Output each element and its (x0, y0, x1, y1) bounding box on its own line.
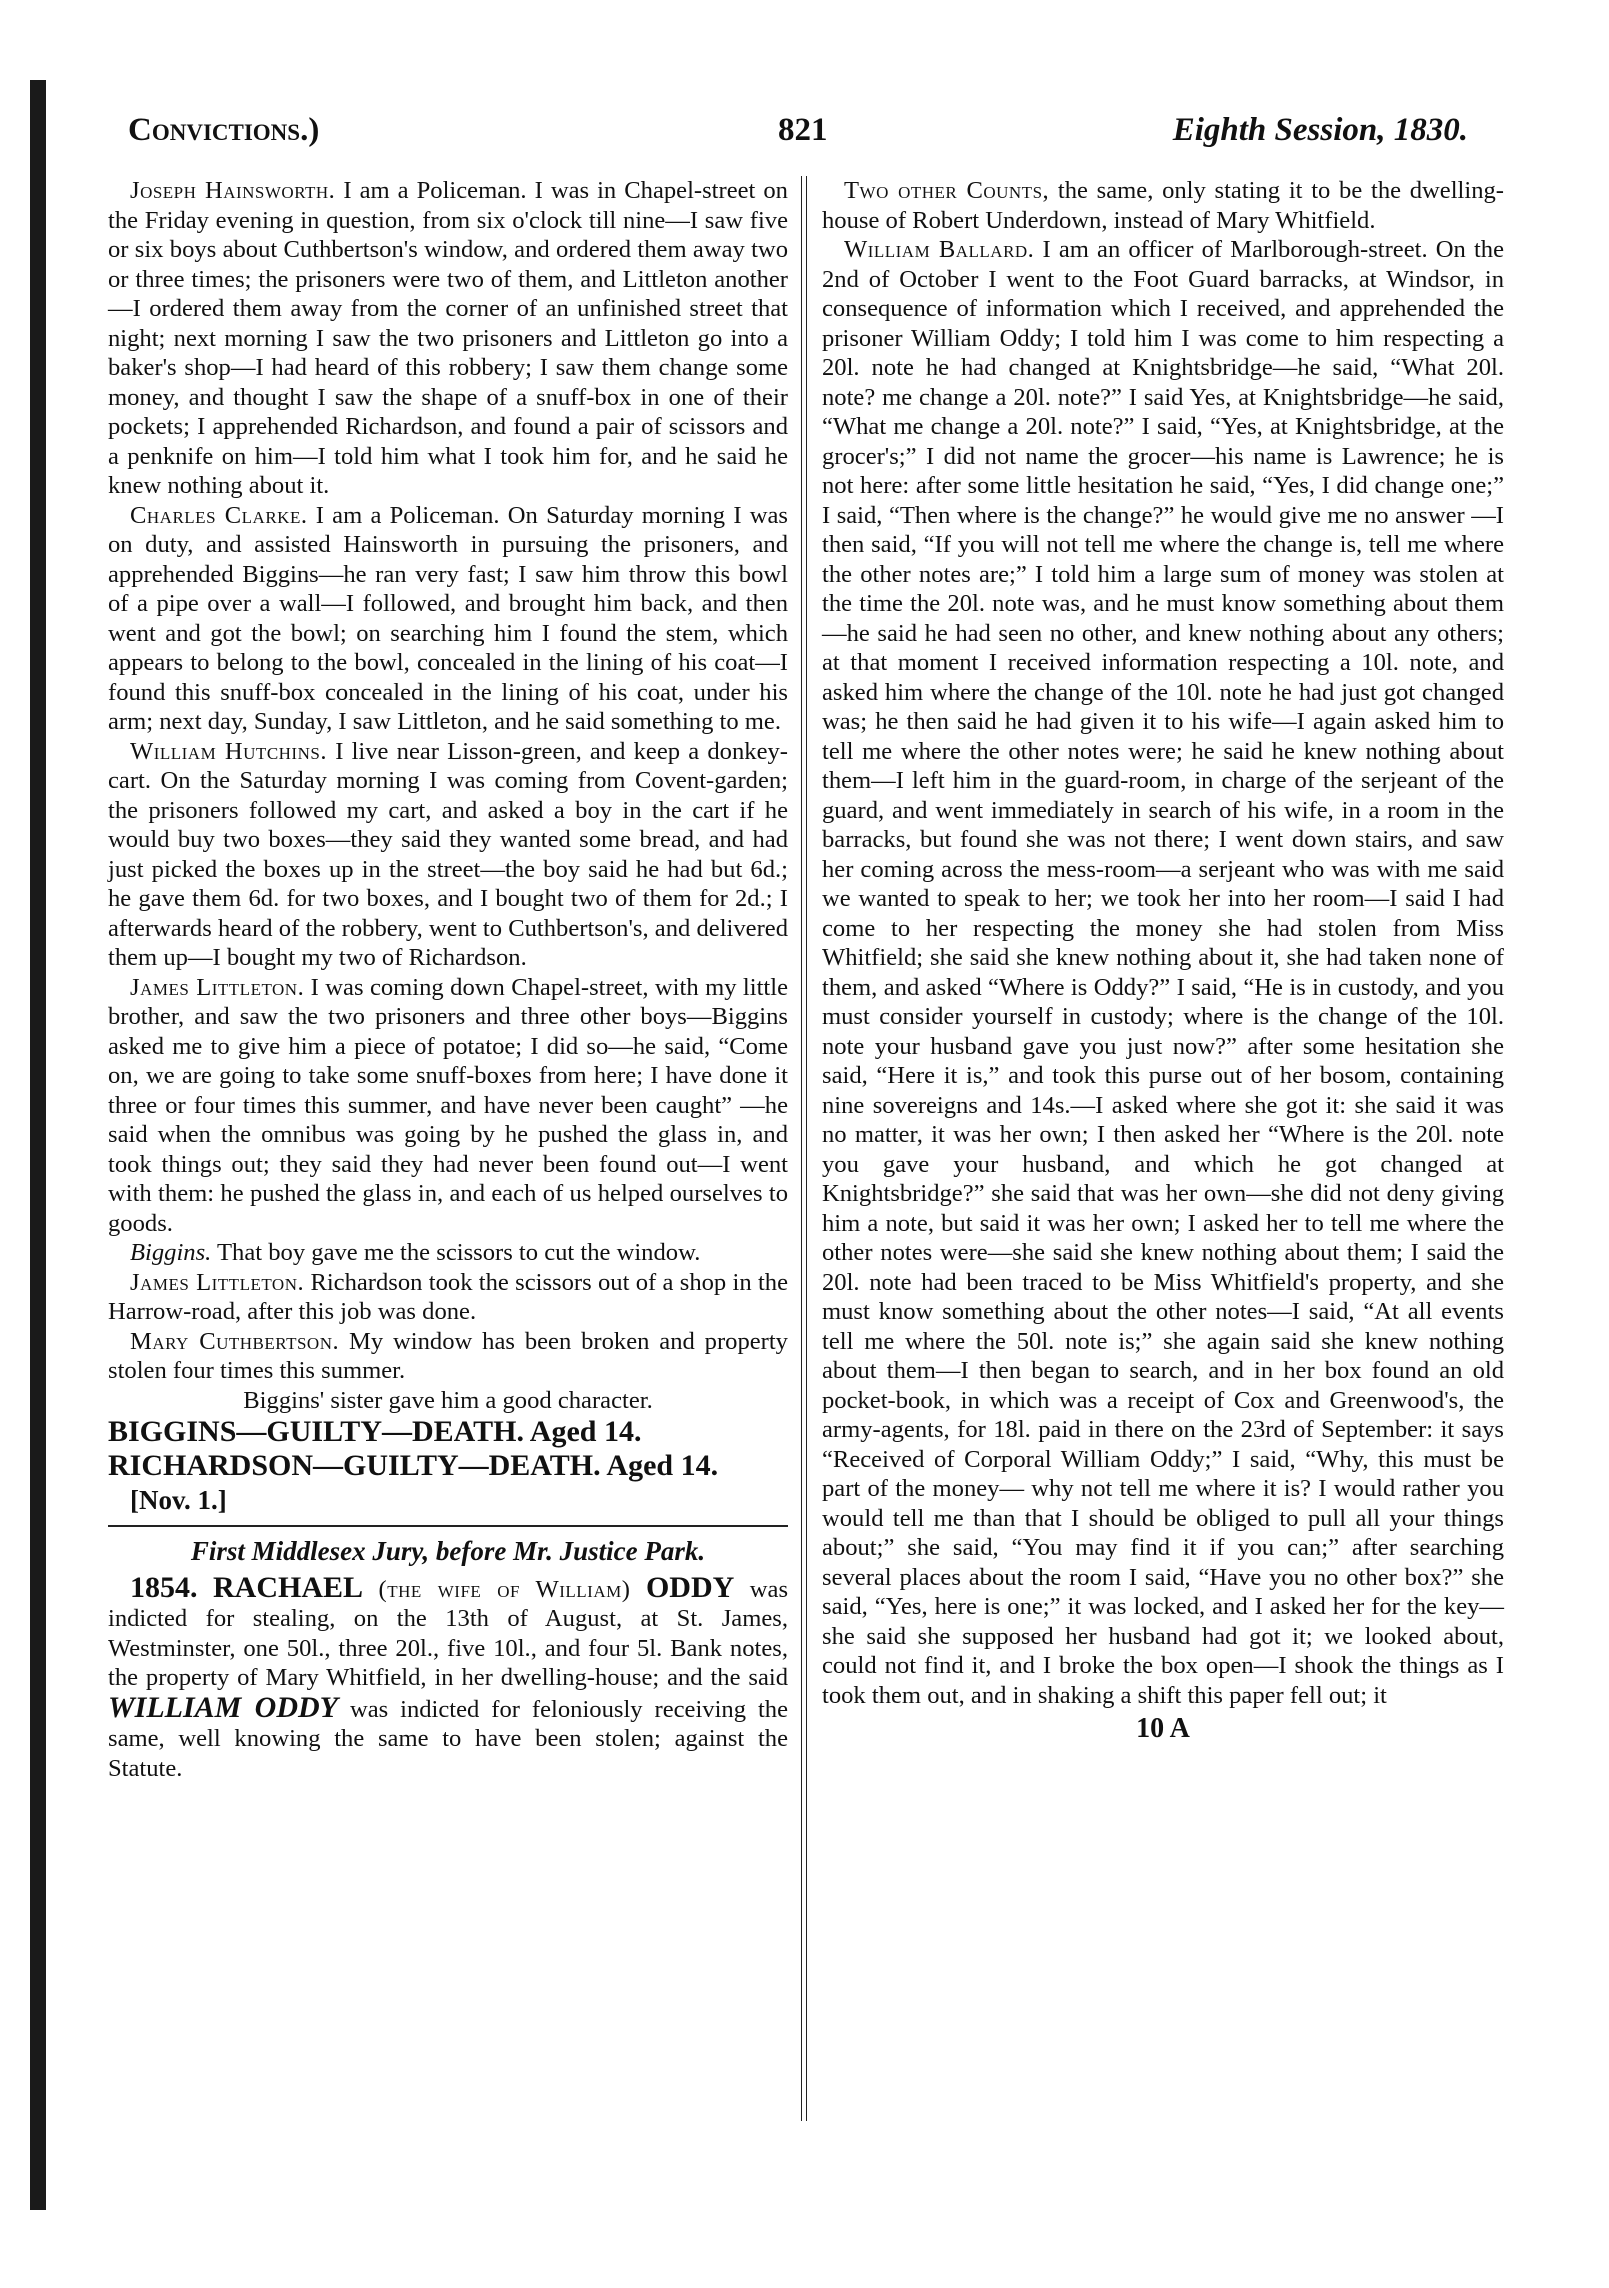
witness-name: William Ballard. (844, 236, 1035, 263)
witness-name: Charles Clarke. (130, 501, 308, 529)
case-indictment (108, 1570, 789, 1784)
defendant-surname: ODDY (645, 1570, 735, 1604)
indictment-text: was indicted for stealing, on the 13th of August, at St. James, Westminster, one 50l., three 20l., five 10l., and four 5l. Bank notes, the property of Mary Whitfield, in her dwelling-house; and the said (108, 1575, 789, 1691)
court-heading: First Middlesex Jury, before Mr. Justice Park. (190, 1536, 706, 1566)
case-number: 1854. (130, 1570, 198, 1604)
trial-date: [Nov. 1.] (130, 1485, 227, 1515)
testimony-paragraph (108, 1327, 788, 1386)
page-number: 821 (778, 112, 828, 148)
signature-mark: 10 A (1136, 1713, 1190, 1744)
section-divider (108, 1525, 788, 1527)
witness-name: James Littleton. (130, 973, 305, 1001)
testimony-text: I am a Policeman. I was in Chapel-street on the Friday evening in question, from six o'clock till nine—I saw five or six boys about Cuthbertson's window, and ordered them away two or three times; the prisoners were two of them, and Littleton another—I ordered them away from the corner of an unfinished street that night; next morning I saw the two prisoners and Littleton go into a baker's shop—I had heard of this robbery; I saw them change some money, and thought I saw the shape of a snuff-box in one of their pockets; I apprehended Richardson, and found a pair of scissors and a penknife on him—I told him what I took him for, and he said he knew nothing about it. (108, 177, 788, 499)
defendant-name: Biggins. (130, 1239, 212, 1266)
testimony-paragraph (108, 501, 788, 737)
header-left: Convictions.) (128, 112, 320, 148)
testimony-paragraph (108, 176, 788, 501)
counts-paragraph (822, 176, 1504, 235)
testimony-paragraph (822, 235, 1504, 1710)
defendant-name: RACHAEL (213, 1570, 364, 1604)
testimony-text: I was coming down Chapel-street, with my little brother, and saw the two prisoners and three other boys—Biggins asked me to give him a piece of potatoe; I did so—he said, “Come on, we are going to take some snuff-boxes from here; I have done it three or four times this summer, and have never been caught” —he said when the omnibus was going by he pushed the glass in, and took things out; they said they had never been found out—I went with them: he pushed the glass in, and each of us helped ourselves to goods. (108, 973, 789, 1237)
witness-name: James Littleton. (130, 1268, 305, 1296)
character-note: Biggins' sister gave him a good character. (243, 1386, 653, 1414)
indictment-text: was indicted for feloniously receiving the same, well knowing the same to have been stolen; against the Statute. (108, 1695, 788, 1782)
testimony-paragraph (108, 973, 788, 1239)
testimony-text: I live near Lisson-green, and keep a donkey-cart. On the Saturday morning I was coming from Covent-garden; the prisoners followed my cart, and asked a boy in the cart if he would buy two boxes—they said they wanted some bread, and had just picked the boxes up in the street—the boy said he had but 6d.; he gave them 6d. for two boxes, and I bought two of them for 2d.; I afterwards heard of the robbery, went to Cuthbertson's, and delivered them up—I bought my two of Richardson. (108, 737, 788, 971)
verdict-biggins: BIGGINS—GUILTY—DEATH. Aged 14. (108, 1415, 642, 1448)
witness-name: Mary Cuthbertson. (130, 1327, 340, 1355)
left-column (108, 176, 788, 1783)
counts-label: Two other Counts, (844, 177, 1050, 204)
witness-name: Joseph Hainsworth. (130, 177, 336, 204)
verdict-richardson: RICHARDSON—GUILTY—DEATH. Aged 14. (108, 1449, 719, 1482)
testimony-paragraph (108, 1268, 788, 1327)
co-defendant-name: WILLIAM ODDY (108, 1690, 338, 1724)
witness-name: William Hutchins. (130, 737, 327, 765)
defendant-relation: (the wife of William) (378, 1575, 631, 1603)
testimony-text: Richardson took the scissors out of a shop in the Harrow-road, after this job was done. (108, 1268, 789, 1325)
testimony-text: That boy gave me the scissors to cut the window. (217, 1239, 701, 1266)
testimony-paragraph (108, 737, 788, 973)
testimony-text: I am a Policeman. On Saturday morning I was on duty, and assisted Hainsworth in pursuing the prisoners, and apprehended Biggins—he ran very fast; I saw him throw this bowl of a pipe over a wall—I followed, and brought him back, and then went and got the bowl; on searching him I found the stem, which appears to belong to the bowl, concealed in the lining of his coat—I found this snuff-box concealed in the lining of his coat, under his arm; next day, Sunday, I saw Littleton, and he said something to me. (108, 501, 789, 735)
testimony-paragraph (108, 1238, 788, 1268)
testimony-text: I am an officer of Marlborough-street. On the 2nd of October I went to the Foot Guard barracks, at Windsor, in consequence of information which I received, and apprehended the prisoner William Oddy; I told him I was come to him respecting a 20l. note he had changed at Knightsbridge—he said, “What 20l. note? me change a 20l. note?” I said Yes, at Knightsbridge—he said, “What me change a 20l. note?” I said, “Yes, at Knightsbridge, at the grocer's;” I did not name the grocer—his name is Lawrence; he is not here: after some little hesitation he said, “Yes, I did change one;” I said, “Then where is the change?” he would give me no answer —I then said, “If you will not tell me where the change is, tell me where the other notes are;” I told him a large sum of money was stolen at the time the 20l. note was, and he must know something about them—he said he had seen no other, and knew nothing about any others; at that moment I received information respecting a 10l. note, and asked him where the change of the 10l. note he had just got changed was; he then said he had given it to his wife—I again asked him to tell me where the other notes were; he said he knew nothing about them—I left him in the guard-room, in charge of the serjeant of the guard, and went immediately in search of his wife, in a room in the barracks, but found she was not there; I went down stairs, and saw her coming across the mess-room—a serjeant who was with me said we wanted to speak to her; we took her into her room—I said I had come to her respecting the money she had stolen from Miss Whitfield; she said she knew nothing about it, she had taken none of them, and asked “Where is Oddy?” I said, “He is in custody, and you must consider yourself in custody; where is the change of the 10l. note your husband gave you just now?” after some hesitation she said, “Here it is,” and took this purse out of her bosom, containing nine sovereigns and 14s.—I asked where she got it: she said it was no matter, it was her own; I then asked her “Where is the 20l. note you gave your husband, and which he got changed at Knightsbridge?” she said that was her own—she did not deny giving him a note, but said it was her own; I asked her to tell me where the other notes were—she said she knew nothing about them; I said the 20l. note had been traced to be Miss Whitfield's property, and she must know something about the other notes—I said, “At all events tell me where the 50l. note is;” she again said she knew nothing about them—I then began to search, and in her box found an old pocket-book, in which was a receipt of Cox and Greenwood's, the army-agents, for 18l. paid in there on the 23rd of September: it says “Received of Corporal William Oddy;” I said, “Why, this must be part of the money— why not tell me where it is? I would rather you would tell me than that I should be obliged to pull all your things about;” she said, “You may find it if you can;” after searching several places about the room I said, “Have you no other box?” she said, “Yes, here is one;” it was locked, and I asked her for the key—she said she supposed her husband had got it; we looked about, could not find it, and I broke the box open—I shook the things as I took them out, and in shaking a shift this paper fell out; it (822, 236, 1505, 1709)
counts-text: the same, only stating it to be the dwelling-house of Robert Underdown, instead of Mary Whitfield. (822, 177, 1505, 234)
page-header (128, 112, 1468, 158)
left-margin-bar (30, 80, 46, 2210)
right-column (822, 176, 1504, 1744)
session-label: Eighth Session, 1830. (1172, 112, 1468, 148)
testimony-text: My window has been broken and property stolen four times this summer. (108, 1327, 788, 1384)
column-divider (801, 176, 807, 2121)
